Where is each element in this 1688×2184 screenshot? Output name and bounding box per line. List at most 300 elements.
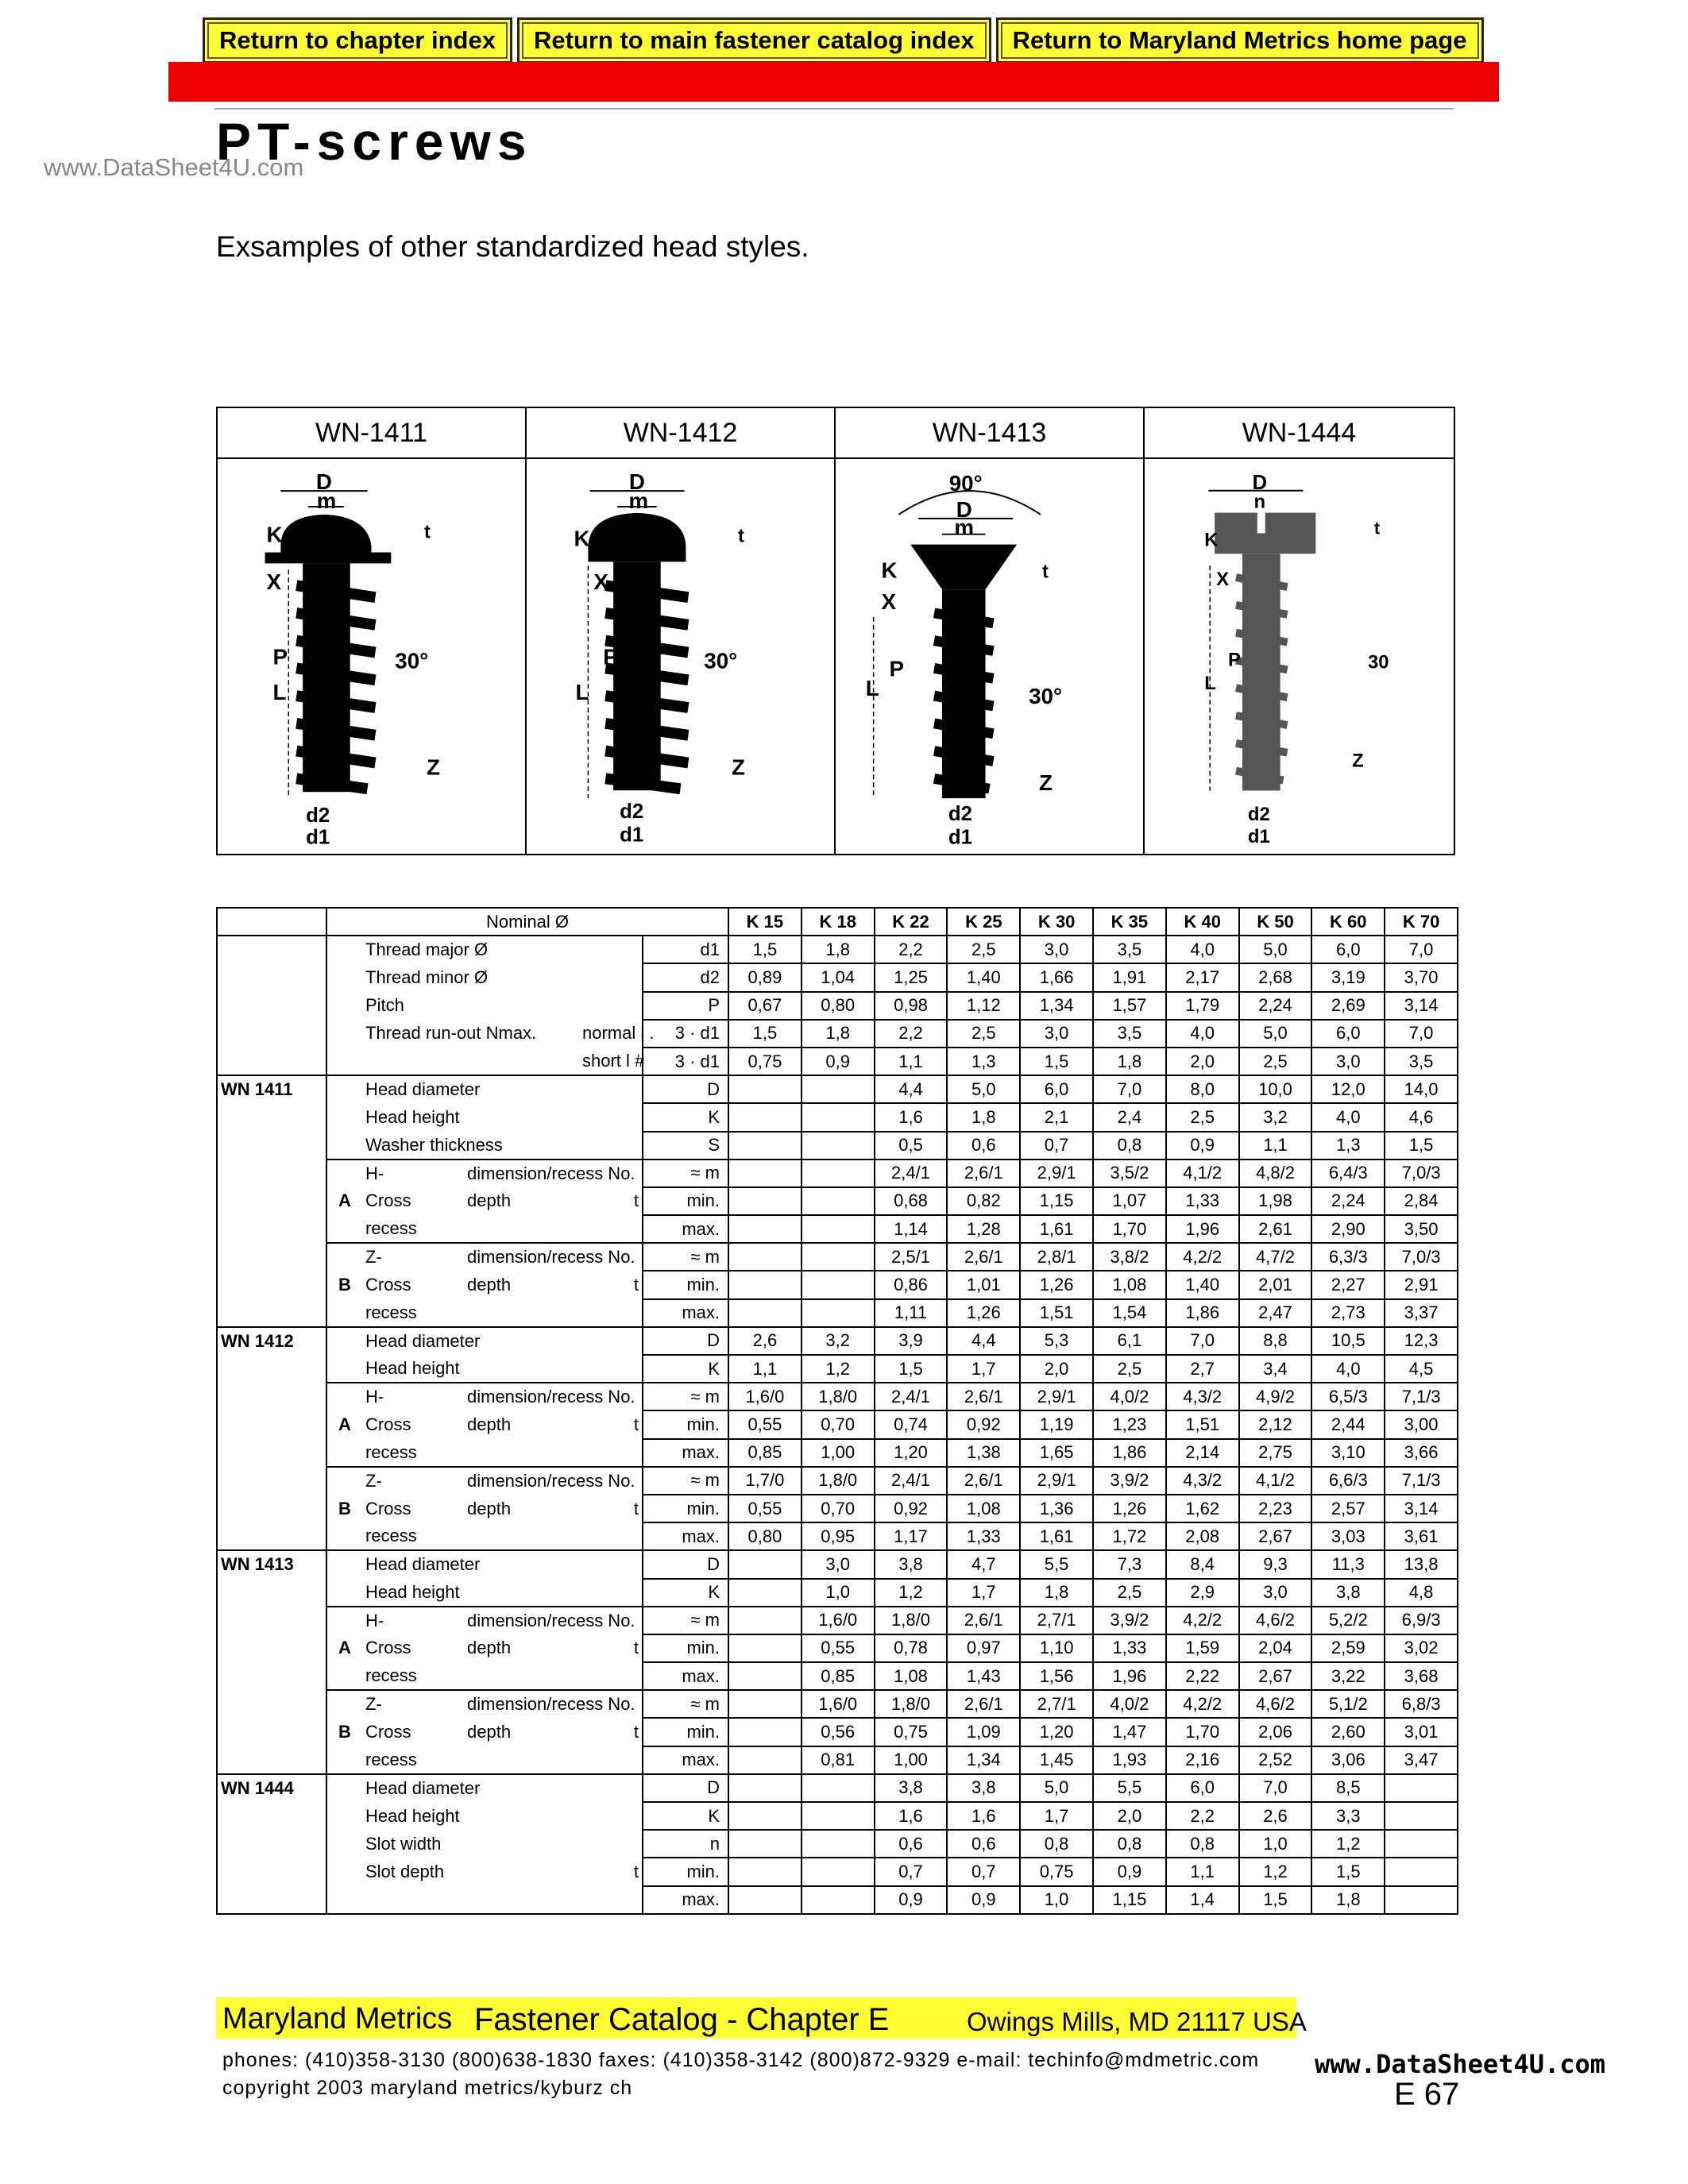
row-symbol: S — [643, 1132, 728, 1160]
value-cell: 1,08 — [947, 1495, 1020, 1522]
group-label — [217, 1187, 326, 1215]
group-label — [217, 1830, 326, 1858]
row-sublabel: dimension/recess No. — [464, 1383, 579, 1410]
group-label — [217, 1746, 326, 1774]
value-cell — [728, 1662, 802, 1690]
value-cell: 4,8/2 — [1239, 1160, 1312, 1187]
value-cell: 2,6/1 — [947, 1607, 1020, 1634]
value-cell: 1,28 — [947, 1215, 1020, 1243]
recess-type — [326, 1132, 362, 1160]
value-cell: 2,47 — [1239, 1299, 1312, 1327]
row-symbol: min. — [643, 1271, 728, 1298]
value-cell: 1,8 — [1093, 1048, 1166, 1075]
value-cell — [728, 1243, 802, 1271]
value-cell: 0,75 — [1020, 1858, 1093, 1885]
value-cell: 3,8/2 — [1093, 1243, 1166, 1271]
recess-type: A — [326, 1410, 362, 1438]
recess-type — [326, 1550, 362, 1578]
value-cell — [728, 1271, 802, 1298]
row-symbol: K — [643, 1103, 728, 1131]
row-sublabel — [464, 1579, 579, 1607]
value-cell: 1,1 — [728, 1355, 802, 1383]
footer-copyright: copyright 2003 maryland metrics/kyburz ch — [222, 2077, 633, 2099]
row-qualifier: t — [633, 1861, 639, 1881]
value-cell: 2,9/1 — [1020, 1160, 1093, 1187]
value-cell: 6,9/3 — [1385, 1607, 1458, 1634]
value-cell: 0,8 — [1020, 1830, 1093, 1858]
value-cell: 1,38 — [947, 1439, 1020, 1467]
row-sublabel — [464, 1103, 579, 1131]
value-cell: 1,1 — [875, 1048, 948, 1075]
value-cell — [802, 1271, 875, 1298]
value-cell — [728, 1802, 802, 1830]
label-D: D — [315, 469, 332, 495]
screw-drawing-wn1411 — [218, 459, 527, 854]
row-label: Head diameter — [362, 1774, 464, 1802]
value-cell: 0,75 — [875, 1718, 948, 1746]
row-qualifier — [579, 1802, 643, 1830]
row-label: Washer thickness — [365, 1134, 503, 1155]
value-cell: 1,8/0 — [802, 1467, 875, 1495]
recess-type — [326, 1802, 362, 1830]
value-cell: 4,7/2 — [1239, 1243, 1312, 1271]
row-label — [362, 1886, 464, 1914]
size-header: K 30 — [1020, 908, 1093, 936]
group-label — [217, 1495, 326, 1522]
value-cell: 7,0 — [1093, 1075, 1166, 1103]
value-cell — [802, 1160, 875, 1187]
group-label: WN 1444 — [217, 1774, 326, 1802]
value-cell: 2,5 — [1093, 1579, 1166, 1607]
value-cell: 2,16 — [1166, 1746, 1239, 1774]
table-row — [217, 1467, 1458, 1495]
label-X: X — [593, 569, 608, 595]
size-header: K 22 — [875, 908, 948, 936]
label-angle: 30° — [704, 648, 738, 673]
label-X: X — [881, 588, 897, 614]
value-cell: 2,5 — [1166, 1103, 1239, 1131]
value-cell: 5,5 — [1093, 1774, 1166, 1802]
value-cell: 1,66 — [1020, 963, 1093, 991]
value-cell: 2,12 — [1239, 1410, 1312, 1438]
value-cell: 1,86 — [1093, 1439, 1166, 1467]
row-label: Thread run-out Nmax. — [365, 1023, 537, 1044]
group-label — [217, 1886, 326, 1914]
value-cell: 1,7 — [947, 1579, 1020, 1607]
value-cell: 5,5 — [1020, 1550, 1093, 1578]
value-cell — [802, 1830, 875, 1858]
size-header: K 40 — [1166, 908, 1239, 936]
value-cell: 1,00 — [875, 1746, 948, 1774]
row-sublabel — [464, 1048, 579, 1075]
row-label: recess — [365, 1526, 417, 1546]
recess-type — [326, 1299, 362, 1327]
value-cell: 1,47 — [1093, 1718, 1166, 1746]
label-D: D — [1252, 471, 1268, 494]
value-cell: 3,5 — [1093, 1020, 1166, 1048]
value-cell: 1,01 — [947, 1271, 1020, 1298]
value-cell: 1,70 — [1093, 1215, 1166, 1243]
head-styles-figure — [216, 407, 1455, 855]
label-P: P — [889, 656, 905, 681]
row-label: Head height — [365, 1805, 460, 1826]
row-sublabel: depth — [467, 1190, 512, 1211]
label-K: K — [574, 526, 590, 551]
label-P: P — [1228, 649, 1241, 671]
value-cell: 1,1 — [1166, 1858, 1239, 1885]
recess-type — [326, 1746, 362, 1774]
value-cell: 4,9/2 — [1239, 1383, 1312, 1410]
value-cell: 2,9 — [1166, 1579, 1239, 1607]
value-cell: 1,33 — [1093, 1634, 1166, 1662]
value-cell: 1,8 — [1311, 1886, 1385, 1914]
value-cell: 13,8 — [1385, 1550, 1458, 1578]
divider — [214, 108, 1454, 110]
value-cell: 3,19 — [1311, 963, 1385, 991]
value-cell: 1,65 — [1020, 1439, 1093, 1467]
value-cell: 1,96 — [1093, 1662, 1166, 1690]
row-sublabel: depth — [467, 1638, 512, 1658]
value-cell: 2,91 — [1385, 1271, 1458, 1298]
value-cell: 7,0/3 — [1385, 1243, 1458, 1271]
group-label — [217, 1690, 326, 1718]
value-cell: 4,4 — [947, 1327, 1020, 1355]
row-qualifier — [579, 1299, 643, 1327]
value-cell — [728, 1299, 802, 1327]
group-label — [217, 1048, 326, 1075]
value-cell: 0,74 — [875, 1410, 948, 1438]
row-symbol: max. — [643, 1662, 728, 1690]
value-cell: 1,61 — [1020, 1215, 1093, 1243]
row-qualifier — [579, 1132, 643, 1160]
value-cell: 2,9/1 — [1020, 1467, 1093, 1495]
value-cell: 2,6 — [728, 1327, 802, 1355]
value-cell: 4,0/2 — [1093, 1383, 1166, 1410]
value-cell: 2,27 — [1311, 1271, 1385, 1298]
value-cell: 1,26 — [1093, 1495, 1166, 1522]
value-cell: 3,8 — [875, 1774, 948, 1802]
group-label — [217, 1355, 326, 1383]
row-sublabel: depth — [467, 1722, 512, 1742]
value-cell: 1,62 — [1166, 1495, 1239, 1522]
recess-type — [326, 1522, 362, 1550]
label-d1: d1 — [306, 826, 330, 849]
recess-type — [326, 963, 362, 991]
row-sublabel — [464, 1858, 579, 1885]
chapter-index-link[interactable]: Return to chapter index — [203, 17, 512, 64]
value-cell: 6,0 — [1166, 1774, 1239, 1802]
value-cell: 0,82 — [947, 1187, 1020, 1215]
row-qualifier — [579, 1550, 643, 1578]
value-cell: 1,8 — [802, 1020, 875, 1048]
row-symbol: min. — [643, 1495, 728, 1522]
table-row — [217, 1160, 1458, 1187]
label-X: X — [266, 569, 282, 595]
recess-type — [326, 1327, 362, 1355]
recess-type — [326, 1439, 362, 1467]
value-cell: 10,0 — [1239, 1075, 1312, 1103]
value-cell: 3,01 — [1385, 1718, 1458, 1746]
value-cell: 1,4 — [1166, 1886, 1239, 1914]
row-label: Cross — [365, 1275, 411, 1295]
red-banner — [168, 62, 1499, 102]
value-cell: 1,45 — [1020, 1746, 1093, 1774]
value-cell: 0,92 — [947, 1410, 1020, 1438]
row-label: Head diameter — [362, 1327, 464, 1355]
value-cell: 1,09 — [947, 1718, 1020, 1746]
value-cell: 4,1/2 — [1166, 1160, 1239, 1187]
value-cell: 1,98 — [1239, 1187, 1312, 1215]
table-row — [217, 1830, 1458, 1858]
row-qualifier — [579, 1774, 643, 1802]
value-cell: 0,7 — [947, 1858, 1020, 1885]
value-cell: 5,2/2 — [1311, 1607, 1385, 1634]
row-qualifier: t — [633, 1638, 639, 1658]
row-label: Thread major Ø — [362, 936, 464, 963]
value-cell: 1,08 — [875, 1662, 948, 1690]
value-cell: 4,6/2 — [1239, 1607, 1312, 1634]
value-cell — [802, 1802, 875, 1830]
row-qualifier — [579, 1662, 643, 1690]
value-cell — [728, 1830, 802, 1858]
table-row — [217, 1271, 1458, 1298]
group-label — [217, 1634, 326, 1662]
value-cell: 0,95 — [802, 1522, 875, 1550]
value-cell: 1,2 — [875, 1579, 948, 1607]
row-qualifier: t — [633, 1275, 639, 1295]
value-cell — [728, 1718, 802, 1746]
value-cell: 2,9/1 — [1020, 1383, 1093, 1410]
table-row — [217, 1522, 1458, 1550]
value-cell: 3,2 — [1239, 1103, 1312, 1131]
row-label: Slot width — [365, 1833, 442, 1854]
footer-banner — [216, 1997, 1307, 2039]
value-cell: 2,69 — [1311, 992, 1385, 1020]
value-cell: 3,22 — [1311, 1662, 1385, 1690]
value-cell: 3,5 — [1093, 936, 1166, 963]
value-cell: 3,70 — [1385, 963, 1458, 991]
value-cell: 1,93 — [1093, 1746, 1166, 1774]
value-cell: 1,36 — [1020, 1495, 1093, 1522]
catalog-index-link[interactable]: Return to main fastener catalog index — [517, 17, 991, 64]
row-sublabel — [464, 1802, 579, 1830]
value-cell: 2,84 — [1385, 1187, 1458, 1215]
table-row — [217, 1132, 1458, 1160]
value-cell — [802, 1243, 875, 1271]
value-cell: 3,00 — [1385, 1410, 1458, 1438]
table-row — [217, 1103, 1458, 1131]
page-title: PT-screws — [216, 112, 533, 171]
label-L: L — [272, 680, 287, 705]
value-cell: 2,7/1 — [1020, 1607, 1093, 1634]
value-cell: 4,7 — [947, 1550, 1020, 1578]
value-cell — [802, 1774, 875, 1802]
value-cell: 7,3 — [1093, 1550, 1166, 1578]
value-cell: 1,5 — [1239, 1886, 1312, 1914]
value-cell: 1,5 — [1020, 1048, 1093, 1075]
value-cell: 1,59 — [1166, 1634, 1239, 1662]
footer-brand: Maryland Metrics — [222, 2002, 453, 2035]
label-Z: Z — [732, 754, 745, 780]
recess-type — [326, 1243, 362, 1271]
value-cell: 7,1/3 — [1385, 1467, 1458, 1495]
value-cell: 4,3/2 — [1166, 1467, 1239, 1495]
value-cell: 2,0 — [1093, 1802, 1166, 1830]
value-cell: 1,86 — [1166, 1299, 1239, 1327]
row-sublabel — [464, 1215, 579, 1243]
group-label — [217, 1271, 326, 1298]
row-symbol: ≈ m — [643, 1383, 728, 1410]
table-row — [217, 992, 1458, 1020]
value-cell: 3,61 — [1385, 1522, 1458, 1550]
group-label — [217, 963, 326, 991]
row-sublabel — [464, 1746, 579, 1774]
row-qualifier — [579, 963, 643, 991]
value-cell: 0,9 — [1166, 1132, 1239, 1160]
value-cell: 6,0 — [1311, 1020, 1385, 1048]
table-row — [217, 1495, 1458, 1522]
value-cell: 2,7 — [1166, 1355, 1239, 1383]
row-qualifier — [579, 1215, 643, 1243]
value-cell — [728, 1187, 802, 1215]
value-cell — [802, 1858, 875, 1885]
value-cell: 7,0 — [1385, 1020, 1458, 1048]
value-cell: 7,0/3 — [1385, 1160, 1458, 1187]
value-cell: 1,40 — [947, 963, 1020, 991]
table-row — [217, 1550, 1458, 1578]
value-cell: 0,56 — [802, 1718, 875, 1746]
value-cell: 5,3 — [1020, 1327, 1093, 1355]
value-cell: 0,68 — [875, 1187, 948, 1215]
value-cell: 0,81 — [802, 1746, 875, 1774]
value-cell: 4,0 — [1311, 1103, 1385, 1131]
table-row — [217, 1383, 1458, 1410]
row-symbol: max. — [643, 1746, 728, 1774]
table-row — [217, 1662, 1458, 1690]
group-label — [217, 1662, 326, 1690]
row-sublabel — [464, 1075, 579, 1103]
value-cell: 2,14 — [1166, 1439, 1239, 1467]
value-cell: 5,0 — [1239, 1020, 1312, 1048]
value-cell: 0,8 — [1093, 1132, 1166, 1160]
row-symbol: d2 — [643, 963, 728, 991]
table-row — [217, 1858, 1458, 1885]
value-cell: 1,14 — [875, 1215, 948, 1243]
table-row — [217, 1886, 1458, 1914]
value-cell — [802, 1103, 875, 1131]
row-sublabel — [464, 1774, 579, 1802]
value-cell: 0,7 — [875, 1858, 948, 1885]
value-cell: 1,12 — [947, 992, 1020, 1020]
row-label: H- — [362, 1383, 464, 1410]
label-K: K — [266, 522, 283, 547]
watermark-top: www.DataSheet4U.com — [44, 153, 304, 181]
value-cell: 1,91 — [1093, 963, 1166, 991]
value-cell: 10,5 — [1311, 1327, 1385, 1355]
group-label — [217, 1467, 326, 1495]
value-cell: 3,2 — [802, 1327, 875, 1355]
row-qualifier — [579, 1103, 643, 1131]
row-qualifier — [579, 1439, 643, 1467]
value-cell: 1,34 — [1020, 992, 1093, 1020]
value-cell: 7,0 — [1239, 1774, 1312, 1802]
value-cell: 8,0 — [1166, 1075, 1239, 1103]
size-header: K 50 — [1239, 908, 1312, 936]
value-cell: 7,1/3 — [1385, 1383, 1458, 1410]
value-cell: 6,0 — [1020, 1075, 1093, 1103]
recess-type — [326, 936, 362, 963]
value-cell: 11,3 — [1311, 1550, 1385, 1578]
value-cell: 1,56 — [1020, 1662, 1093, 1690]
value-cell: 5,0 — [947, 1075, 1020, 1103]
nominal-label: Nominal Ø — [326, 908, 728, 936]
value-cell — [1385, 1774, 1458, 1802]
value-cell — [802, 1886, 875, 1914]
table-row — [217, 1439, 1458, 1467]
value-cell: 1,8/0 — [875, 1690, 948, 1718]
value-cell: 1,5 — [728, 936, 802, 963]
recess-type — [326, 992, 362, 1020]
row-symbol: D — [643, 1774, 728, 1802]
value-cell — [728, 1132, 802, 1160]
value-cell: 2,52 — [1239, 1746, 1312, 1774]
row-label: recess — [365, 1665, 417, 1686]
row-symbol: D — [643, 1550, 728, 1578]
group-label — [217, 1383, 326, 1410]
recess-type — [326, 1830, 362, 1858]
value-cell: 9,3 — [1239, 1550, 1312, 1578]
fig-header-1: WN-1411 — [218, 408, 527, 459]
value-cell: 12,0 — [1311, 1075, 1385, 1103]
row-label: Cross — [365, 1638, 411, 1658]
value-cell: 2,75 — [1239, 1439, 1312, 1467]
group-label — [217, 1579, 326, 1607]
row-label: Cross — [365, 1722, 411, 1742]
value-cell: 2,4/1 — [875, 1383, 948, 1410]
row-label: Cross — [365, 1190, 411, 1211]
value-cell: 2,17 — [1166, 963, 1239, 991]
value-cell: 0,78 — [875, 1634, 948, 1662]
value-cell: 1,26 — [1020, 1271, 1093, 1298]
value-cell: 1,6 — [875, 1802, 948, 1830]
row-qualifier — [579, 992, 643, 1020]
value-cell: 1,3 — [947, 1048, 1020, 1075]
value-cell: 2,6/1 — [947, 1690, 1020, 1718]
value-cell: 1,0 — [1020, 1886, 1093, 1914]
value-cell: 3,0 — [1020, 936, 1093, 963]
group-label: WN 1411 — [217, 1075, 326, 1103]
value-cell: 1,11 — [875, 1299, 948, 1327]
row-sublabel: dimension/recess No. — [464, 1607, 579, 1634]
label-t: t — [1041, 561, 1049, 583]
row-label: Cross — [365, 1498, 411, 1518]
value-cell: 3,4 — [1239, 1355, 1312, 1383]
value-cell — [802, 1132, 875, 1160]
value-cell: 2,44 — [1311, 1410, 1385, 1438]
value-cell: 1,19 — [1020, 1410, 1093, 1438]
value-cell: 1,3 — [1311, 1132, 1385, 1160]
screw-drawing-wn1444 — [1145, 459, 1454, 854]
value-cell — [728, 1886, 802, 1914]
value-cell: 0,89 — [728, 963, 802, 991]
value-cell: 1,7/0 — [728, 1467, 802, 1495]
home-page-link[interactable]: Return to Maryland Metrics home page — [996, 17, 1484, 64]
screw-drawing-wn1412 — [527, 459, 836, 854]
value-cell: 0,70 — [802, 1495, 875, 1522]
recess-type: B — [326, 1718, 362, 1746]
recess-type — [326, 1467, 362, 1495]
row-sublabel — [464, 1355, 579, 1383]
